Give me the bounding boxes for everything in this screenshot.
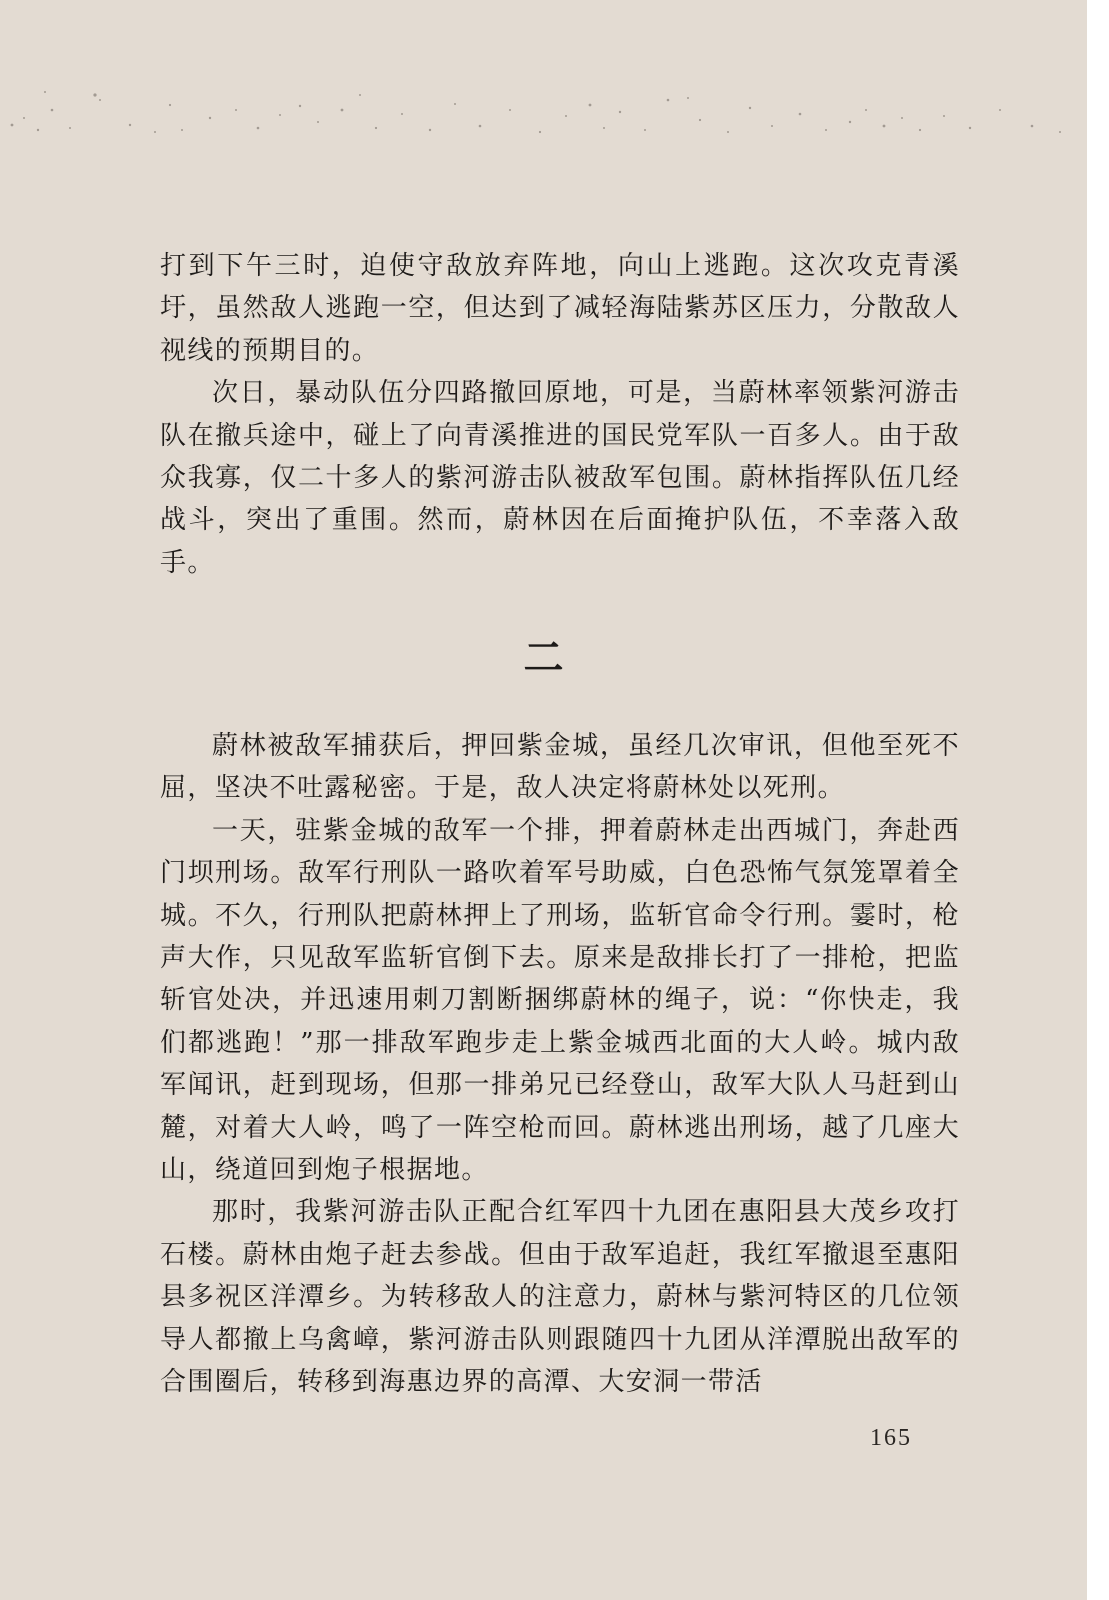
- page-number: 165: [870, 1425, 912, 1451]
- text-block-top: [160, 245, 960, 584]
- paragraph: 次日，暴动队伍分四路撤回原地，可是，当蔚林率领紫河游击队在撤兵途中，碰上了向青溪推进的国民党军队一百多人。由于敌众我寡，仅二十多人的紫河游击队被敌军包围。蔚林指挥队伍几经战斗，突出了重围。然而，蔚林因在后面掩护队伍，不幸落入敌手。: [160, 378, 960, 578]
- text-block-bottom: [160, 725, 960, 1404]
- paragraph: 蔚林被敌军捕获后，押回紫金城，虽经几次审讯，但他至死不屈，坚决不吐露秘密。于是，敌人决定将蔚林处以死刑。: [160, 731, 960, 804]
- scan-margin-edge: [1087, 0, 1109, 1600]
- paragraph: 一天，驻紫金城的敌军一个排，押着蔚林走出西城门，奔赴西门坝刑场。敌军行刑队一路吹着军号助威，白色恐怖气氛笼罩着全城。不久，行刑队把蔚林押上了刑场，监斩官命令行刑。霎时，枪声大作，只见敌军监斩官倒下去。原来是敌排长打了一排枪，把监斩官处决，并迅速用刺刀割断捆绑蔚林的绳子，说：“你快走，我们都逃跑！”那一排敌军跑步走上紫金城西北面的大人岭。城内敌军闻讯，赶到现场，但那一排弟兄已经登山，敌军大队人马赶到山麓，对着大人岭，鸣了一阵空枪而回。蔚林逃出刑场，越了几座大山，绕道回到炮子根据地。: [160, 815, 960, 1186]
- scan-speckle-noise: [0, 70, 1087, 160]
- section-heading: 二: [523, 634, 564, 681]
- paragraph: 打到下午三时，迫使守敌放弃阵地，向山上逃跑。这次攻克青溪圩，虽然敌人逃跑一空，但达到了减轻海陆紫苏区压力，分散敌人视线的预期目的。: [160, 251, 960, 366]
- paragraph: 那时，我紫河游击队正配合红军四十九团在惠阳县大茂乡攻打石楼。蔚林由炮子赶去参战。但由于敌军追赶，我红军撤退至惠阳县多祝区洋潭乡。为转移敌人的注意力，蔚林与紫河特区的几位领导人都撤上乌禽嶂，紫河游击队则跟随四十九团从洋潭脱出敌军的合围圈后，转移到海惠边界的高潭、大安洞一带活: [160, 1197, 960, 1398]
